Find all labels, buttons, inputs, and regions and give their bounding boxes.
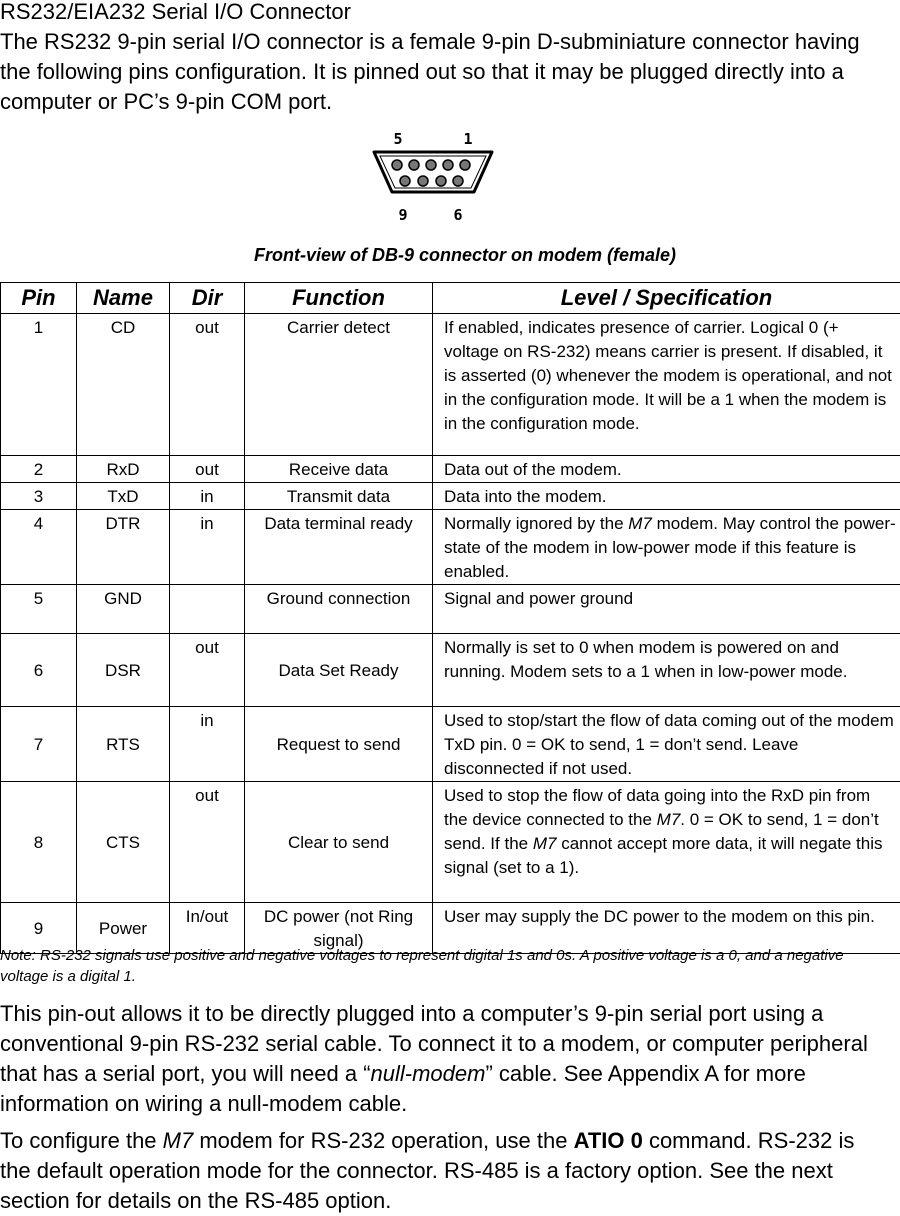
name-cell: CD <box>77 314 170 456</box>
pin-5 <box>392 160 402 170</box>
table-row <box>1 483 900 510</box>
table-row <box>1 456 900 483</box>
function-cell: Data terminal ready <box>245 510 433 585</box>
pin-4 <box>409 160 419 170</box>
header-pin: Pin <box>1 283 77 314</box>
pin-cell: 3 <box>1 483 77 510</box>
name-cell: DTR <box>77 510 170 585</box>
spec-cell: Data into the modem. <box>433 483 900 510</box>
pin-cell: 7 <box>1 707 77 782</box>
configure-paragraph: To configure the M7 modem for RS-232 operation, use the ATIO 0 command. RS-232 is the default operation mode for the connector. RS-485 is a factory option. See the next section for details on the RS-485 option. <box>0 1126 880 1216</box>
table-note: Note: RS-232 signals use positive and negative voltages to represent digital 1s and 0s. A positive voltage is a 0, and a negative voltage is a digital 1. <box>0 945 880 987</box>
function-cell: Data Set Ready <box>245 634 433 707</box>
table-row <box>1 510 900 585</box>
dir-cell: In/out <box>170 903 245 954</box>
spec-cell: If enabled, indicates presence of carrier. Logical 0 (+ voltage on RS-232) means carrier is present. If disabled, it is asserted (0) whenever the modem is operational, and not in the configuration mode. It will be a 1 when the modem is in the configuration mode. <box>433 314 900 456</box>
name-cell: RTS <box>77 707 170 782</box>
dir-cell: in <box>170 483 245 510</box>
spec-cell: Normally ignored by the M7 modem. May control the power-state of the modem in low-power mode if this feature is enabled. <box>433 510 900 585</box>
function-cell: Ground connection <box>245 585 433 634</box>
name-cell: TxD <box>77 483 170 510</box>
connector-label-6: 6 <box>453 206 462 224</box>
table-row <box>1 782 900 903</box>
function-cell: Request to send <box>245 707 433 782</box>
section-heading: RS232/EIA232 Serial I/O Connector <box>0 0 351 24</box>
spec-cell: Used to stop/start the flow of data coming out of the modem TxD pin. 0 = OK to send, 1 = don’t send. Leave disconnected if not used. <box>433 707 900 782</box>
pinout-table <box>0 282 900 954</box>
dir-cell <box>170 585 245 634</box>
pin-cell: 6 <box>1 634 77 707</box>
pin-9 <box>400 176 410 186</box>
figure-caption: Front-view of DB-9 connector on modem (female) <box>0 243 900 267</box>
function-cell: Receive data <box>245 456 433 483</box>
pin-cell: 1 <box>1 314 77 456</box>
name-cell: GND <box>77 585 170 634</box>
dir-cell: in <box>170 707 245 782</box>
dir-cell: out <box>170 634 245 707</box>
dir-cell: out <box>170 782 245 903</box>
function-cell: Transmit data <box>245 483 433 510</box>
table-header-row <box>1 283 900 314</box>
connector-label-1: 1 <box>463 130 472 148</box>
header-spec: Level / Specification <box>433 283 900 314</box>
pin-6 <box>453 176 463 186</box>
spec-cell: User may supply the DC power to the modem on this pin. <box>433 903 900 954</box>
header-dir: Dir <box>170 283 245 314</box>
table-row <box>1 585 900 634</box>
table-row <box>1 707 900 782</box>
spec-cell: Used to stop the flow of data going into the RxD pin from the device connected to the M7. 0 = OK to send, 1 = don’t send. If the M7 cannot accept more data, it will negate this signal (set to a 1). <box>433 782 900 903</box>
pin-7 <box>436 176 446 186</box>
connector-label-9: 9 <box>398 206 407 224</box>
function-cell: Carrier detect <box>245 314 433 456</box>
table-row <box>1 634 900 707</box>
pin-cell: 9 <box>1 903 77 954</box>
pin-8 <box>418 176 428 186</box>
db9-connector-diagram <box>368 128 498 226</box>
pin-cell: 2 <box>1 456 77 483</box>
name-cell: CTS <box>77 782 170 903</box>
connector-shell <box>374 152 492 192</box>
name-cell: Power <box>77 903 170 954</box>
table-row <box>1 314 900 456</box>
pin-2 <box>443 160 453 170</box>
spec-cell: Signal and power ground <box>433 585 900 634</box>
header-name: Name <box>77 283 170 314</box>
intro-paragraph: The RS232 9-pin serial I/O connector is a female 9-pin D-subminiature connector having the following pins configuration. It is pinned out so that it may be plugged directly into a computer or PC’s 9-pin COM port. <box>0 27 880 117</box>
pin-cell: 4 <box>1 510 77 585</box>
dir-cell: out <box>170 314 245 456</box>
pin-3 <box>426 160 436 170</box>
spec-cell: Data out of the modem. <box>433 456 900 483</box>
function-cell: Clear to send <box>245 782 433 903</box>
pin-cell: 5 <box>1 585 77 634</box>
header-function: Function <box>245 283 433 314</box>
function-cell: DC power (not Ring signal) <box>245 903 433 954</box>
pin-cell: 8 <box>1 782 77 903</box>
null-modem-paragraph: This pin-out allows it to be directly plugged into a computer’s 9-pin serial port using a conventional 9-pin RS-232 serial cable. To connect it to a modem, or computer peripheral that has a serial port, you will need a “null-modem” cable. See Appendix A for more information on wiring a null-modem cable. <box>0 999 880 1119</box>
name-cell: DSR <box>77 634 170 707</box>
connector-label-5: 5 <box>393 130 402 148</box>
spec-cell: Normally is set to 0 when modem is powered on and running. Modem sets to a 1 when in low-power mode. <box>433 634 900 707</box>
name-cell: RxD <box>77 456 170 483</box>
dir-cell: out <box>170 456 245 483</box>
pin-1 <box>460 160 470 170</box>
dir-cell: in <box>170 510 245 585</box>
